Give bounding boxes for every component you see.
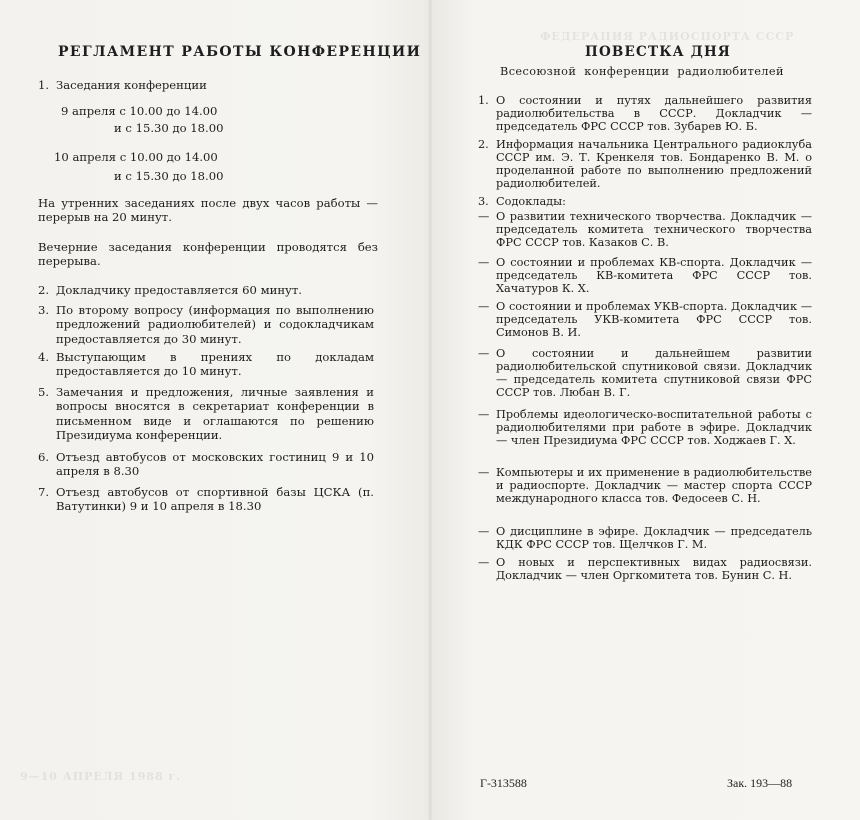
note-morning: На утренних заседаниях после двух часов работы — перерыв на 20 минут. — [38, 196, 378, 225]
item-text: Заседания конференции — [56, 78, 207, 92]
agenda-item-2 — [478, 138, 812, 190]
dash-marker: — — [478, 256, 490, 269]
dash-marker: — — [478, 347, 490, 360]
agenda-subtitle: Всесоюзной конференции радиолюбителей — [500, 65, 784, 78]
agenda-item-3 — [478, 195, 812, 208]
agenda-subreport — [478, 347, 812, 399]
regulation-item-4 — [38, 350, 374, 379]
item-text: О состоянии и проблемах КВ-спорта. Докладчик — председатель КВ-комитета ФРС СССР тов. Хачатуров К. Х. — [496, 256, 812, 296]
item-text: Содоклады: — [496, 195, 566, 208]
regulation-item-1 — [38, 78, 374, 92]
item-text: О развитии технического творчества. Докладчик — председатель комитета технического творчества ФРС СССР тов. Казаков С. В. — [496, 210, 812, 250]
item-text: О состоянии и проблемах УКВ-спорта. Докладчик — председатель УКВ-комитета ФРС СССР тов. Симонов В. И. — [496, 300, 812, 340]
item-number: 2. — [38, 283, 50, 297]
item-number: 7. — [38, 485, 50, 499]
regulation-item-3 — [38, 303, 374, 346]
item-text: Замечания и предложения, личные заявления и вопросы вносятся в секретариат конференции в письменном виде и оглашаются по решению Президиума конференции. — [56, 385, 374, 442]
regulations-title: РЕГЛАМЕНТ РАБОТЫ КОНФЕРЕНЦИИ — [58, 44, 422, 60]
item-text: О состоянии и путях дальнейшего развития радиолюбительства в СССР. Докладчик — председатель ФРС СССР тов. Зубарев Ю. Б. — [496, 94, 812, 134]
item-text: По второму вопросу (информация по выполнению предложений радиолюбителей) и содокладчикам предоставляется до 30 минут. — [56, 303, 374, 346]
dash-marker: — — [478, 210, 490, 223]
item-text: Выступающим в прениях по докладам предоставляется до 10 минут. — [56, 350, 374, 379]
item-number: 3. — [38, 303, 50, 317]
item-text: Докладчику предоставляется 60 минут. — [56, 283, 302, 297]
agenda-subreport — [478, 556, 812, 582]
item-number: 6. — [38, 450, 50, 464]
agenda-item-1 — [478, 94, 812, 133]
regulation-item-5 — [38, 385, 374, 442]
agenda-subreport — [478, 210, 812, 249]
print-code: Г-313588 — [480, 776, 527, 790]
item-number: 5. — [38, 385, 50, 399]
agenda-subreport — [478, 466, 812, 505]
regulation-item-6 — [38, 450, 374, 479]
agenda-subreport — [478, 525, 812, 551]
schedule-day-2: 10 апреля с 10.00 до 14.00 — [54, 150, 218, 164]
bleed-through-text-top: ФЕДЕРАЦИЯ РАДИОСПОРТА СССР — [540, 30, 795, 43]
item-number: 1. — [478, 94, 489, 107]
dash-marker: — — [478, 300, 490, 313]
item-text: Отъезд автобусов от московских гостиниц 9 и 10 апреля в 8.30 — [56, 450, 374, 479]
schedule-day-1: 9 апреля с 10.00 до 14.00 — [61, 104, 218, 118]
agenda-subreport — [478, 408, 812, 447]
item-text: О новых и перспективных видах радиосвязи. Докладчик — член Оргкомитета тов. Бунин С. Н. — [496, 556, 812, 583]
dash-marker: — — [478, 525, 490, 538]
bleed-through-text: 9—10 АПРЕЛЯ 1988 г. — [20, 770, 182, 783]
dash-marker: — — [478, 408, 490, 421]
agenda-title: ПОВЕСТКА ДНЯ — [585, 44, 732, 60]
agenda-subreport — [478, 256, 812, 295]
item-number: 2. — [478, 138, 489, 151]
item-number: 4. — [38, 350, 50, 364]
dash-marker: — — [478, 466, 490, 479]
schedule-day-2-cont: и с 15.30 до 18.00 — [114, 169, 224, 183]
item-number: 3. — [478, 195, 489, 208]
page-fold — [428, 0, 432, 820]
item-text: Информация начальника Центрального радиоклуба СССР им. Э. Т. Кренкеля тов. Бондаренко В. М. о проделанной работе по выполнению предложений радиолюбителей. — [496, 138, 812, 191]
schedule-day-1-cont: и с 15.30 до 18.00 — [114, 121, 224, 135]
item-text: О дисциплине в эфире. Докладчик — председатель КДК ФРС СССР тов. Щелчков Г. М. — [496, 525, 812, 552]
item-text: О состоянии и дальнейшем развитии радиолюбительской спутниковой связи. Докладчик — председатель комитета спутниковой связи ФРС СССР тов. Любан В. Г. — [496, 347, 812, 400]
order-number: Зак. 193—88 — [727, 776, 793, 790]
item-text: Проблемы идеологическо-воспитательной работы с радиолюбителями при работе в эфире. Докладчик — член Президиума ФРС СССР тов. Ходжаев Г. Х. — [496, 408, 812, 448]
note-evening: Вечерние заседания конференции проводятся без перерыва. — [38, 240, 378, 269]
item-text: Отъезд автобусов от спортивной базы ЦСКА (п. Ватутинки) 9 и 10 апреля в 18.30 — [56, 485, 374, 514]
regulation-item-2 — [38, 283, 374, 297]
regulation-item-7 — [38, 485, 374, 514]
item-number: 1. — [38, 78, 50, 92]
item-text: Компьютеры и их применение в радиолюбительстве и радиоспорте. Докладчик — мастер спорта СССР международного класса тов. Федосеев С. Н. — [496, 466, 812, 506]
dash-marker: — — [478, 556, 490, 569]
agenda-subreport — [478, 300, 812, 339]
